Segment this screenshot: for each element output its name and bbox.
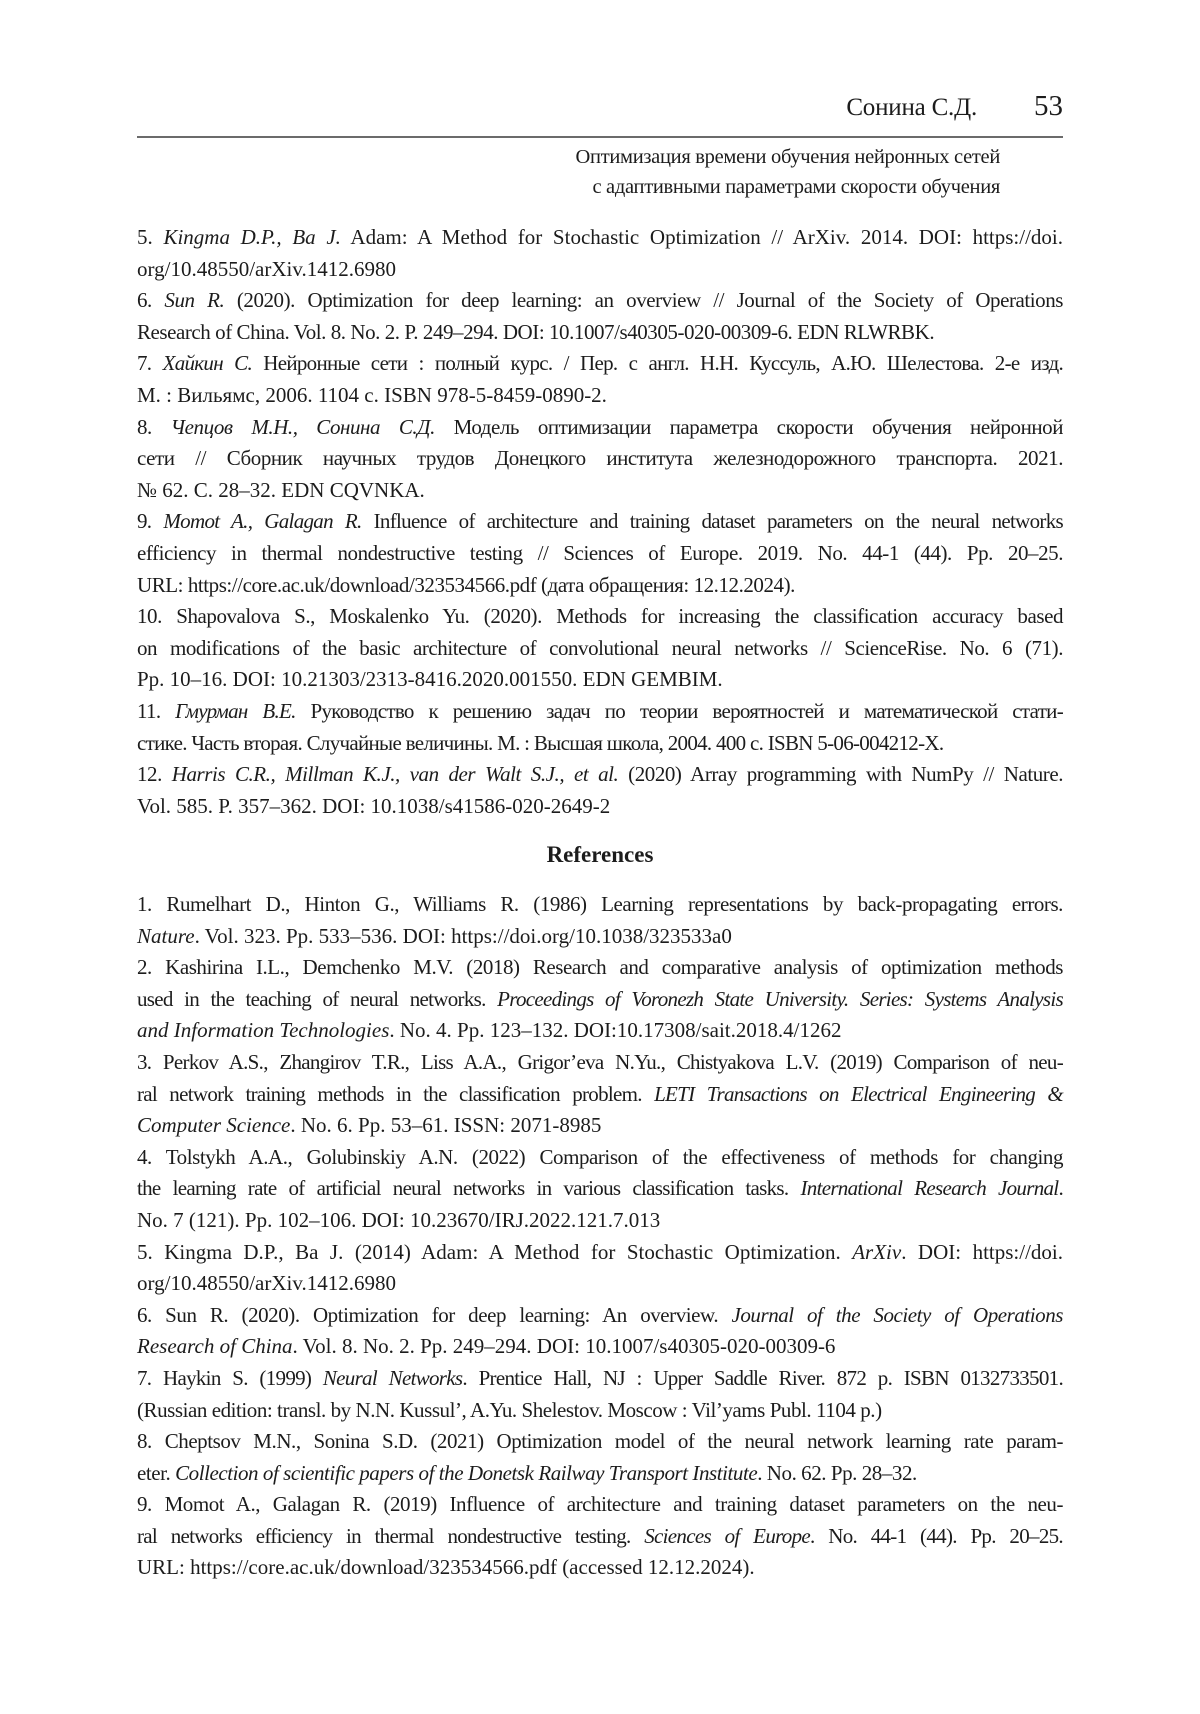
ref-authors: Harris C.R., Millman K.J., van der Walt S.J., et al. bbox=[171, 762, 619, 787]
journal-title: Collection of scientific papers of the Donetsk Railway Transport Institute bbox=[175, 1460, 758, 1485]
literature-item-12: 12. Harris C.R., Millman K.J., van der Walt S.J., et al. (2020) Array programming with NumPy // Nature. Vol. 585. P. 357–362. DOI: 10.1038/s41586-020-2649-2 bbox=[137, 762, 1063, 818]
literature-item-8: 8. Чепцов М.Н., Сонина С.Д. Модель оптимизации параметра скорости обучения нейронной сети // Сборник научных трудов Донецкого института железнодорожного транспорта. 2021. № 62. С. 28–32. EDN CQVNKA. bbox=[137, 414, 1064, 502]
subtitle-line: Оптимизация времени обучения нейронных сетей bbox=[575, 146, 1000, 168]
reference-item-8: 8. Cheptsov M.N., Sonina S.D. (2021) Optimization model of the neural network learning rate param- eter. Collection of scientific papers of the Donetsk Railway Transport Institute. No. 62. Pp. 28–32. bbox=[137, 1429, 1063, 1485]
running-header bbox=[137, 88, 1063, 138]
literature-item-9: 9. Momot A., Galagan R. Influence of architecture and training dataset parameters on the neural networks efficiency in thermal nondestructive testing // Sciences of Europe. 2019. No. 44-1 (44). Pp. 20–25. URL: https://core.ac.uk/download/323534566.pdf (дата обращения: 12.12.2024). bbox=[137, 509, 1063, 597]
reference-item-6: 6. Sun R. (2020). Optimization for deep learning: An overview. Journal of the Society of Operations Research of China. Vol. 8. No. 2. Pp. 249–294. DOI: 10.1007/s40305-020-00309-6 bbox=[137, 1302, 1063, 1359]
literature-item-10: 10. Shapovalova S., Moskalenko Yu. (2020). Methods for increasing the classification accuracy based on modifications of the basic architecture of convolutional neural networks // ScienceRise. No. 6 (71). Pp. 10–16. DOI: 10.21303/2313-8416.2020.001550. EDN GEMBIM. bbox=[137, 604, 1063, 692]
journal-title: LETI Transactions on Electrical Engineering & bbox=[654, 1081, 1063, 1106]
reference-item-5: 5. Kingma D.P., Ba J. (2014) Adam: A Method for Stochastic Optimization. ArXiv. DOI: https://doi. org/10.48550/arXiv.1412.6980 bbox=[137, 1239, 1064, 1296]
reference-item-3: 3. Perkov A.S., Zhangirov T.R., Liss A.A., Grigor’eva N.Yu., Chistyakova L.V. (2019) Comparison of neu- ral network training methods in the classification problem. LETI Transactions on Electrical Engineering & Computer Science. No. 6. Pp. 53–61. ISSN: 2071-8985 bbox=[137, 1049, 1063, 1138]
journal-title: International Research Journal bbox=[800, 1176, 1059, 1201]
ref-authors: Kingma D.P., Ba J. bbox=[163, 225, 341, 249]
literature-item-7: 7. Хайкин С. Нейронные сети : полный курс. / Пер. с англ. Н.Н. Куссуль, А.Ю. Шелестова. 2-е изд. М. : Вильямс, 2006. 1104 с. ISBN 978-5-8459-0890-2. bbox=[137, 351, 1063, 407]
literature-item-6: 6. Sun R. (2020). Optimization for deep learning: an overview // Journal of the Society of Operations Research of China. Vol. 8. No. 2. P. 249–294. DOI: 10.1007/s40305-020-00309-6. EDN RLWRBK. bbox=[137, 288, 1063, 344]
references-heading: References bbox=[546, 842, 654, 867]
literature-item-5: 5. Kingma D.P., Ba J. Adam: A Method for Stochastic Optimization // ArXiv. 2014. DOI: https://doi. org/10.48550/arXiv.1412.6980 bbox=[137, 225, 1064, 281]
reference-item-2: 2. Kashirina I.L., Demchenko M.V. (2018) Research and comparative analysis of optimization methods used in the teaching of neural networks. Proceedings of Voronezh State University. Series: Systems Analysis and Information Technologies. No. 4. Pp. 123–132. DOI:10.17308/sait.2018.4/1262 bbox=[137, 955, 1063, 1043]
journal-title: Sciences of Europe bbox=[644, 1523, 811, 1548]
page-number: 53 bbox=[1034, 90, 1063, 122]
journal-title: Journal of the Society of Operations bbox=[731, 1302, 1063, 1327]
subtitle-line: с адаптивными параметрами скорости обучения bbox=[592, 176, 1000, 198]
journal-title: Proceedings of Voronezh State University. Series: Systems Analysis bbox=[497, 986, 1063, 1011]
journal-title: Neural Networks bbox=[322, 1365, 463, 1390]
ref-authors: Sun R. bbox=[164, 288, 225, 313]
reference-item-7: 7. Haykin S. (1999) Neural Networks. Prentice Hall, NJ : Upper Saddle River. 872 p. ISBN 0132733501. (Russian edition: transl. by N.N. Kussul’, A.Yu. Shelestov. Moscow : Vil’yams Publ. 1104 p.) bbox=[137, 1365, 1063, 1422]
header-author: Сонина С.Д. bbox=[846, 94, 977, 121]
header-subtitle bbox=[576, 142, 1000, 202]
journal-title: and Information Technologies bbox=[137, 1018, 390, 1043]
reference-item-4: 4. Tolstykh A.A., Golubinskiy A.N. (2022) Comparison of the effectiveness of methods for changing the learning rate of artificial neural networks in various classification tasks. International Research Journal. No. 7 (121). Pp. 102–106. DOI: 10.23670/IRJ.2022.121.7.013 bbox=[137, 1144, 1064, 1232]
reference-item-9: 9. Momot A., Galagan R. (2019) Influence of architecture and training dataset parameters on the neu- ral networks efficiency in thermal nondestructive testing. Sciences of Europe. No. 44-1 (44). Pp. 20–25. URL: https://core.ac.uk/download/323534566.pdf (accessed 12.12.2024). bbox=[137, 1492, 1063, 1580]
ref-authors: Гмурман В.Е. bbox=[175, 698, 296, 723]
literature-item-11: 11. Гмурман В.Е. Руководство к решению задач по теории вероятностей и математической стати- стике. Часть вторая. Случайные величины. М. : Высшая школа, 2004. 400 с. ISBN 5-06-004212-X. bbox=[137, 698, 1063, 755]
reference-item-1: 1. Rumelhart D., Hinton G., Williams R. (1986) Learning representations by back-propagating errors. Nature. Vol. 323. Pp. 533–536. DOI: https://doi.org/10.1038/323533a0 bbox=[137, 892, 1063, 948]
references-list bbox=[137, 889, 1063, 1584]
journal-title: ArXiv bbox=[852, 1239, 902, 1264]
literature-list bbox=[137, 222, 1063, 822]
journal-title: Computer Science bbox=[137, 1113, 291, 1138]
ref-authors: Хайкин С. bbox=[162, 351, 253, 376]
ref-authors: Чепцов М.Н., Сонина С.Д. bbox=[170, 414, 435, 439]
ref-authors: Momot A., Galagan R. bbox=[163, 509, 362, 534]
journal-title: Research of China bbox=[137, 1334, 293, 1359]
journal-title: Nature bbox=[137, 923, 195, 948]
